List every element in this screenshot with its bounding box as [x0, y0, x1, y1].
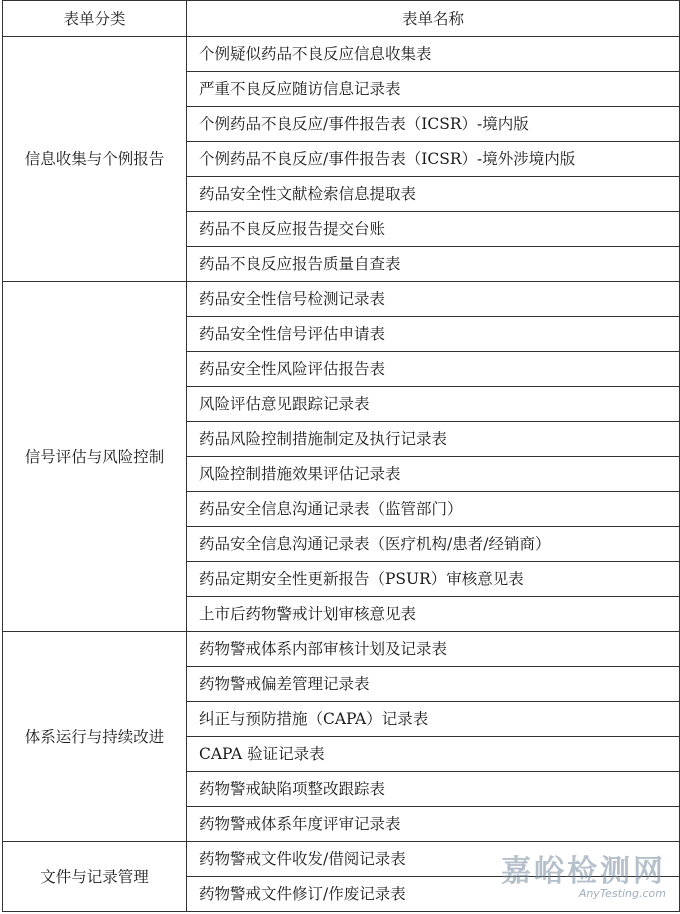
- form-name-cell: 药品不良反应报告提交台账: [187, 212, 680, 247]
- category-cell: 文件与记录管理: [3, 842, 187, 912]
- table-row: [3, 282, 680, 317]
- form-name-cell: 药品安全信息沟通记录表（监管部门）: [187, 492, 680, 527]
- form-name-cell: 风险评估意见跟踪记录表: [187, 387, 680, 422]
- category-cell: 体系运行与持续改进: [3, 632, 187, 842]
- form-name-cell: 个例药品不良反应/事件报告表（ICSR）-境内版: [187, 107, 680, 142]
- form-name-cell: 药品安全性风险评估报告表: [187, 352, 680, 387]
- category-cell: 信息收集与个例报告: [3, 37, 187, 282]
- table-row: [3, 37, 680, 72]
- header-category: 表单分类: [3, 1, 187, 37]
- form-name-cell: 上市后药物警戒计划审核意见表: [187, 597, 680, 632]
- category-cell: 信号评估与风险控制: [3, 282, 187, 632]
- form-name-cell: CAPA 验证记录表: [187, 737, 680, 772]
- form-name-cell: 药物警戒缺陷项整改跟踪表: [187, 772, 680, 807]
- form-name-cell: 药品安全性信号评估申请表: [187, 317, 680, 352]
- form-name-cell: 药物警戒体系年度评审记录表: [187, 807, 680, 842]
- form-name-cell: 药物警戒文件修订/作废记录表: [187, 877, 680, 912]
- table-row: [3, 842, 680, 877]
- form-name-cell: 药品安全信息沟通记录表（医疗机构/患者/经销商）: [187, 527, 680, 562]
- form-name-cell: 药物警戒文件收发/借阅记录表: [187, 842, 680, 877]
- header-row: [3, 1, 680, 37]
- form-name-cell: 药物警戒体系内部审核计划及记录表: [187, 632, 680, 667]
- form-name-cell: 个例疑似药品不良反应信息收集表: [187, 37, 680, 72]
- forms-table: [2, 0, 680, 912]
- form-name-cell: 严重不良反应随访信息记录表: [187, 72, 680, 107]
- form-name-cell: 药品定期安全性更新报告（PSUR）审核意见表: [187, 562, 680, 597]
- header-form-name: 表单名称: [187, 1, 680, 37]
- form-name-cell: 药品不良反应报告质量自查表: [187, 247, 680, 282]
- form-name-cell: 纠正与预防措施（CAPA）记录表: [187, 702, 680, 737]
- form-name-cell: 药品安全性文献检索信息提取表: [187, 177, 680, 212]
- form-name-cell: 药品风险控制措施制定及执行记录表: [187, 422, 680, 457]
- form-name-cell: 风险控制措施效果评估记录表: [187, 457, 680, 492]
- table-row: [3, 632, 680, 667]
- form-name-cell: 药品安全性信号检测记录表: [187, 282, 680, 317]
- form-name-cell: 药物警戒偏差管理记录表: [187, 667, 680, 702]
- watermark-en-text: AnyTesting.com: [578, 887, 666, 900]
- form-name-cell: 个例药品不良反应/事件报告表（ICSR）-境外涉境内版: [187, 142, 680, 177]
- watermark-cn-text: 嘉峪检测网: [501, 854, 666, 889]
